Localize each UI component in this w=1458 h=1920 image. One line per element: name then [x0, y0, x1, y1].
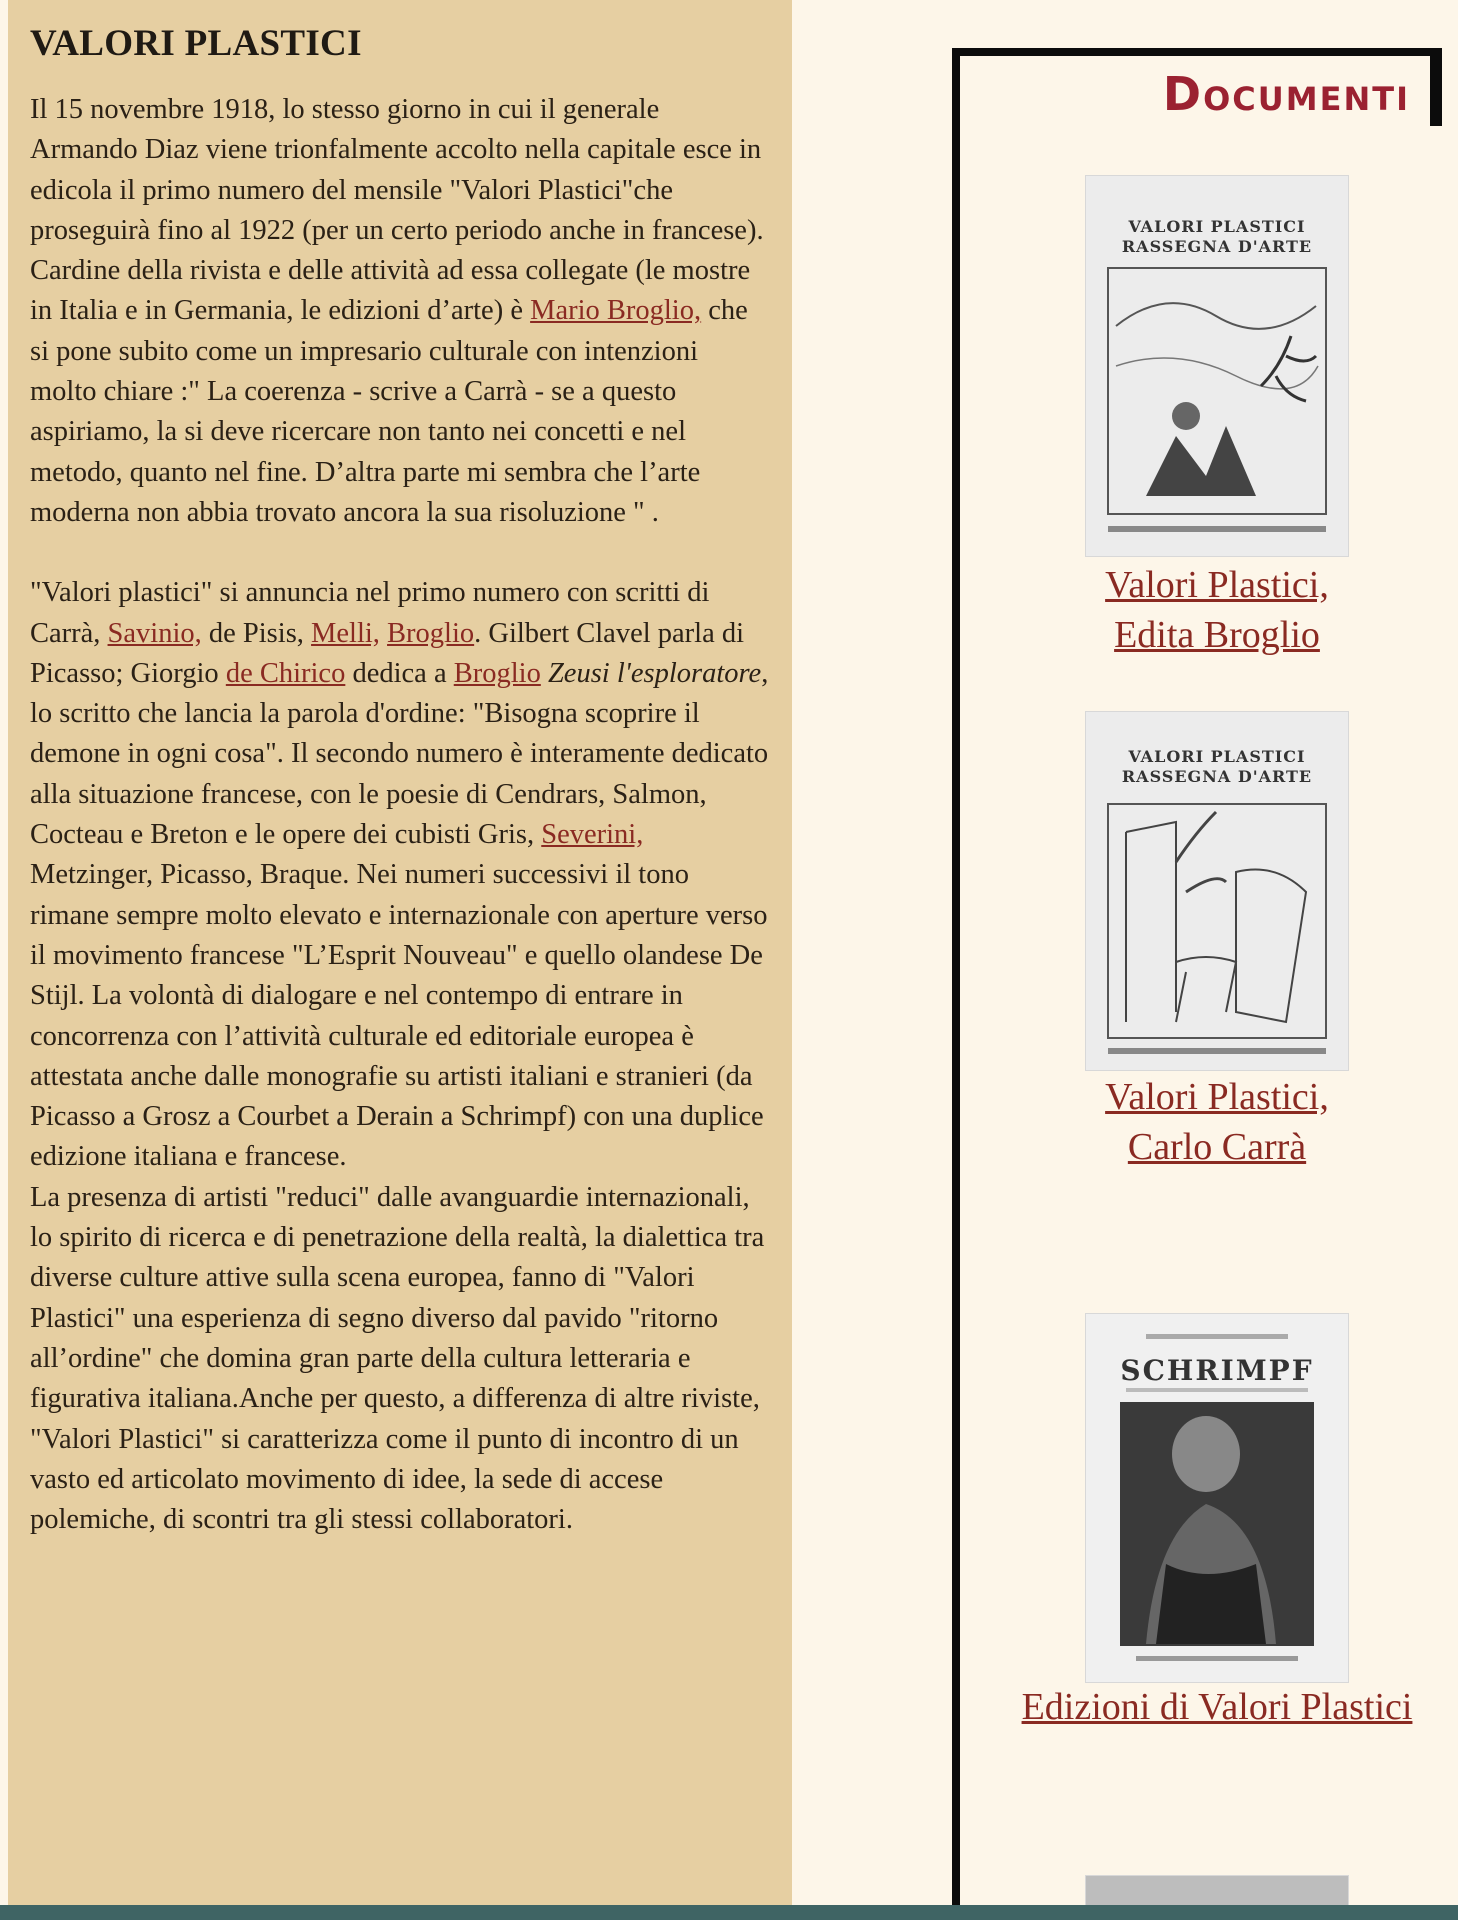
article-link[interactable]: Savinio, [107, 617, 202, 649]
cover-subtitle: RASSEGNA D'ARTE [1121, 767, 1313, 786]
article-link[interactable]: Broglio [453, 657, 541, 689]
article-text: de Pisis, [201, 617, 312, 649]
article-text: che si pone subito come un impresario culturale con intenzioni molto chiare :" La coerenza - scrive a Carrà - se a questo aspiriamo, la si deve ricercare non tanto nei concetti e nel metodo, quanto nel fine. D’altra parte mi sembra che l’arte moderna non abbia trovato ancora la sua risoluzione " . [30, 295, 748, 528]
document-caption-line[interactable]: Valori Plastici, [1105, 564, 1329, 606]
cover-title: VALORI PLASTICI [1128, 747, 1306, 766]
article-paragraph-1 [30, 90, 770, 533]
document-caption-line[interactable]: Edita Broglio [1114, 614, 1320, 656]
cover-subtitle: RASSEGNA D'ARTE [1121, 237, 1313, 256]
article-text: "Valori plastici" si annuncia nel primo numero con scritti di Carrà, [30, 577, 710, 649]
article-title: VALORI PLASTICI [30, 23, 362, 64]
article-link[interactable]: Severini, [541, 819, 644, 851]
document-thumbnail-3[interactable] [1086, 1314, 1348, 1682]
cover-title: SCHRIMPF [1120, 1354, 1314, 1387]
article-column [8, 0, 792, 1905]
article-text: , lo scritto che lancia la parola d'ordine: "Bisogna scoprire il demone in ogni cosa". Il secondo numero è interamente dedicato alla situazione francese, con le poesie di Cendrars, Salmon, Cocteau e Breton e le opere dei cubisti Gris, [30, 657, 769, 851]
cover-title: VALORI PLASTICI [1128, 217, 1306, 236]
document-caption-line[interactable]: Carlo Carrà [1127, 1126, 1307, 1168]
documents-frame-corner [1430, 48, 1442, 126]
article-link[interactable]: Broglio [387, 617, 475, 649]
article-text [541, 658, 548, 689]
article-text: Metzinger, Picasso, Braque. Nei numeri successivi il tono rimane sempre molto elevato e internazionale con aperture verso il movimento francese "L’Esprit Nouveau" e quello olandese De Stijl. La volontà di dialogare e nel contempo di entrare in concorrenza con l’attività culturale ed editoriale europea è attestata anche dalle monografie su artisti italiani e stranieri (da Picasso a Grosz a Courbet a Derain a Schrimpf) con una duplice edizione italiana e francese. [30, 859, 768, 1173]
document-caption-line[interactable]: Valori Plastici, [1105, 1076, 1329, 1118]
document-thumbnail-4[interactable] [1086, 1876, 1348, 1905]
article-link[interactable]: de Chirico [225, 657, 346, 689]
magazine-cover-image [1086, 712, 1348, 1070]
magazine-cover-image [1086, 176, 1348, 556]
document-link-2[interactable] [1000, 1072, 1434, 1172]
document-caption-line[interactable]: Edizioni di Valori Plastici [1021, 1686, 1413, 1728]
article-italic-title: Zeusi l'esploratore [547, 657, 762, 689]
documents-heading: Documenti [1162, 67, 1410, 121]
article-text [380, 618, 387, 649]
book-cover-image [1086, 1314, 1348, 1682]
document-thumbnail-1[interactable] [1086, 176, 1348, 556]
article-text: Cardine della rivista e delle attività ad essa collegate (le mostre in Italia e in Germania, le edizioni d’arte) è [30, 255, 751, 327]
article-text: Il 15 novembre 1918, lo stesso giorno in cui il generale Armando Diaz viene trionfalmente accolto nella capitale esce in edicola il primo numero del mensile "Valori Plastici"che proseguirà fino al 1922 (per un certo periodo anche in francese). [30, 94, 764, 246]
document-link-1[interactable] [1000, 560, 1434, 660]
page-bottom-bar [0, 1905, 1458, 1920]
article-text: La presenza di artisti "reduci" dalle avanguardie internazionali, lo spirito di ricerca e di penetrazione della realtà, la dialettica tra diverse culture attive sulla scena europea, fanno di "Valori Plastici" una esperienza di segno diverso dal pavido "ritorno all’ordine" che domina gran parte della cultura letteraria e figurativa italiana.Anche per questo, a differenza di altre riviste, "Valori Plastici" si caratterizza come il punto di incontro di un vasto ed articolato movimento di idee, la sede di accese polemiche, di scontri tra gli stessi collaboratori. [30, 1181, 765, 1536]
document-thumbnail-2[interactable] [1086, 712, 1348, 1070]
article-paragraph-2 [30, 573, 770, 1540]
article-link[interactable]: Melli, [311, 617, 380, 649]
article-text: dedica a [345, 657, 454, 689]
article-text: . Gilbert Clavel parla di Picasso; Giorgio [30, 617, 745, 689]
document-link-3[interactable] [982, 1682, 1452, 1732]
article-link[interactable]: Mario Broglio, [530, 295, 702, 327]
